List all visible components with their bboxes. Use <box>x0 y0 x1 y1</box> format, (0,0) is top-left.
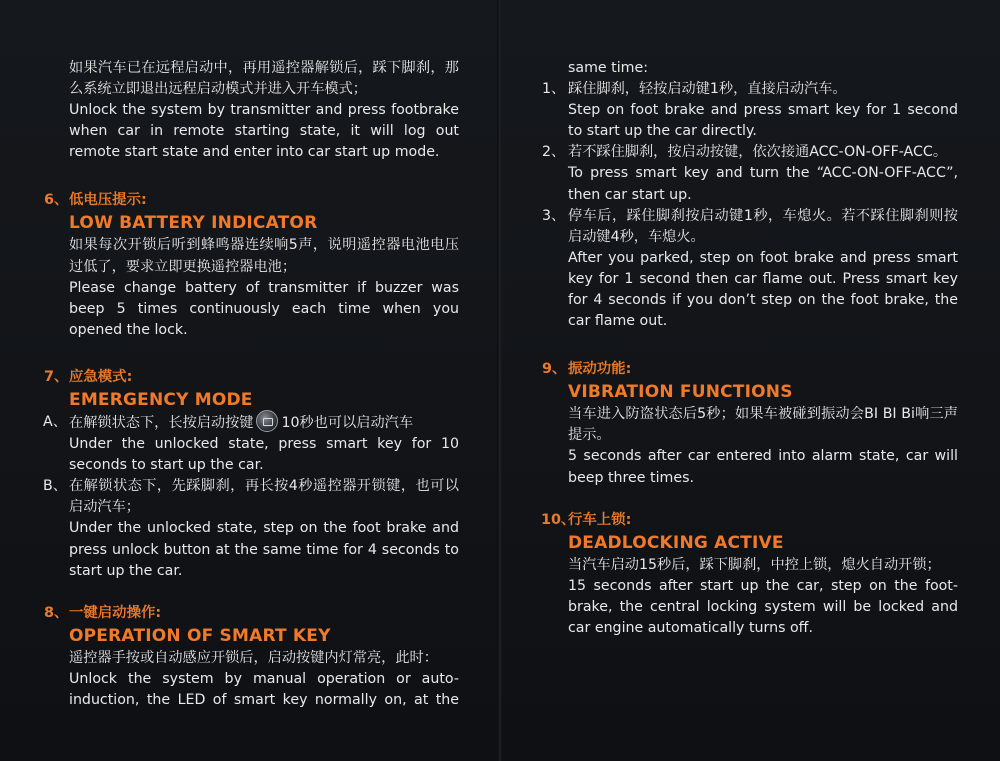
section-8-en-title: OPERATION OF SMART KEY <box>69 625 331 646</box>
section-9-heading <box>542 358 958 380</box>
left-column <box>43 58 459 711</box>
emergency-item-a <box>43 412 459 476</box>
right-page <box>502 0 1000 761</box>
intro-en: Unlock the system by transmitter and press footbrake when car in remote starting state, it will log out remote start state and enter into car start up mode. <box>69 102 459 161</box>
section-6-cn: 如果每次开锁后听到蜂鸣器连续响5声，说明遥控器电池电压过低了，要求立即更换遥控器电池； <box>69 237 459 275</box>
item-b-en: Under the unlocked state, step on the foot brake and press unlock button at the same time for 4 seconds to start up the car. <box>69 520 459 579</box>
item-a-mark: A、 <box>43 413 67 430</box>
smart-key-icon <box>256 410 278 432</box>
section-9-cn: 当车进入防盗状态后5秒；如果车被碰到振动会BI BI Bi响三声提示。 <box>568 406 958 444</box>
section-7-en-title: EMERGENCY MODE <box>69 389 253 410</box>
item-1-cn: 踩住脚刹，轻按启动键1秒，直接启动汽车。 <box>568 81 847 98</box>
section-8-number: 8、 <box>44 604 69 621</box>
item-3-mark: 3、 <box>542 207 566 224</box>
section-6-number: 6、 <box>44 192 69 209</box>
right-column <box>541 58 958 639</box>
continued-text: same time: <box>568 60 648 76</box>
section-7-number: 7、 <box>44 368 69 385</box>
section-6-en: Please change battery of transmitter if buzzer was beep 5 times continuously each time when you opened the lock. <box>69 279 459 338</box>
item-2-mark: 2、 <box>542 144 566 161</box>
section-7-cn-title: 应急模式: <box>69 368 133 385</box>
item-1-en: Step on foot brake and press smart key for 1 second to start up the car directly. <box>568 102 958 140</box>
item-a-en: Under the unlocked state, press smart key for 10 seconds to start up the car. <box>69 436 459 474</box>
section-8-cn-title: 一键启动操作: <box>69 604 162 621</box>
intro-cn: 如果汽车已在远程启动中，再用遥控器解锁后，踩下脚刹，那么系统立即退出远程启动模式并进入开车模式； <box>69 60 459 98</box>
item-2-en: To press smart key and turn the “ACC-ON-OFF-ACC”, then car start up. <box>568 165 958 203</box>
item-2-cn: 若不踩住脚刹，按启动按键，依次接通ACC-ON-OFF-ACC。 <box>568 144 948 161</box>
section-8-heading <box>44 602 459 624</box>
section-8-en: Unlock the system by manual operation or auto-induction, the LED of smart key normally on, at the <box>69 670 459 708</box>
section-6-heading <box>44 189 459 211</box>
section-10-cn: 当汽车启动15秒后，踩下脚刹，中控上锁，熄火自动开锁； <box>568 556 941 573</box>
item-3-en: After you parked, step on foot brake and press smart key for 1 second then car flame out. Press smart key for 4 seconds if you don’t step on the foot brake, the car flame out. <box>568 249 958 330</box>
section-9-en: 5 seconds after car entered into alarm state, car will beep three times. <box>568 448 958 486</box>
section-8-cn: 遥控器手按或自动感应开锁后，启动按键内灯常亮，此时： <box>69 649 438 666</box>
section-7-heading <box>44 366 459 388</box>
smart-key-item-3 <box>542 206 958 333</box>
section-10-cn-title: 行车上锁: <box>568 511 632 528</box>
section-6-en-title: LOW BATTERY INDICATOR <box>69 213 318 234</box>
section-10-en-title: DEADLOCKING ACTIVE <box>568 532 784 553</box>
item-a-cn <box>69 412 459 434</box>
item-b-cn: 在解锁状态下，先踩脚刹，再长按4秒遥控器开锁键，也可以启动汽车； <box>69 478 459 516</box>
item-b-mark: B、 <box>43 478 67 495</box>
item-a-cn-part2: 10秒也可以启动汽车 <box>281 414 414 431</box>
section-6-cn-title: 低电压提示: <box>69 192 147 209</box>
section-9-cn-title: 振动功能: <box>568 361 632 378</box>
left-page <box>0 0 498 761</box>
section-10-heading <box>541 509 958 531</box>
item-1-mark: 1、 <box>542 81 566 98</box>
emergency-item-b <box>43 476 459 581</box>
item-3-cn: 停车后，踩住脚刹按启动键1秒，车熄火。若不踩住脚刹则按启动键4秒，车熄火。 <box>568 207 958 245</box>
section-10-en: 15 seconds after start up the car, step on the foot-brake, the central locking system will be locked and car engine automatically turns off. <box>568 577 958 636</box>
smart-key-item-1 <box>542 79 958 142</box>
item-a-cn-part1: 在解锁状态下，长按启动按键 <box>69 414 254 431</box>
section-10-number: 10、 <box>541 511 576 528</box>
section-9-en-title: VIBRATION FUNCTIONS <box>568 382 793 403</box>
smart-key-item-2 <box>542 142 958 205</box>
section-9-number: 9、 <box>542 361 567 378</box>
